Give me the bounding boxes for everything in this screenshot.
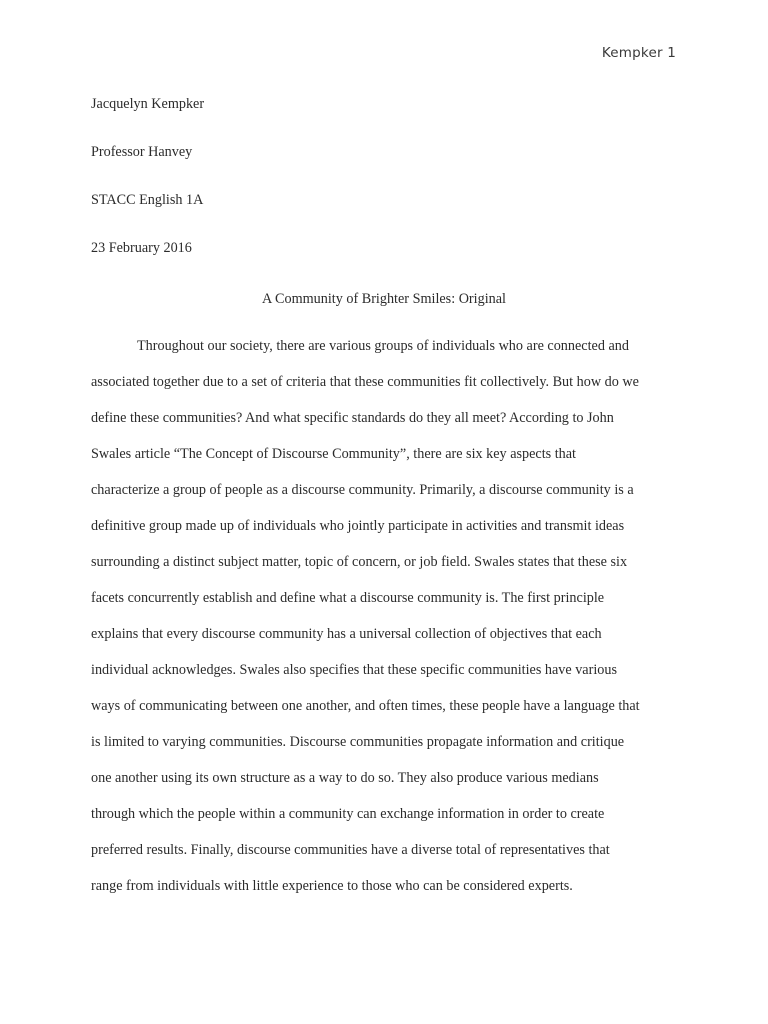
body-line: ways of communicating between one another, and often times, these people have a language that: [91, 698, 640, 714]
body-line: explains that every discourse community has a universal collection of objectives that each: [91, 626, 602, 642]
mla-heading: [91, 92, 681, 284]
body-line: Swales article “The Concept of Discourse Community”, there are six key aspects that: [91, 446, 576, 462]
running-head: Kempker 1: [601, 45, 676, 61]
body-line: preferred results. Finally, discourse communities have a diverse total of representatives that: [91, 842, 610, 858]
body-line: define these communities? And what specific standards do they all meet? According to John: [91, 410, 614, 426]
body-line: range from individuals with little experience to those who can be considered experts.: [91, 878, 573, 894]
body-line: characterize a group of people as a discourse community. Primarily, a discourse community is a: [91, 482, 634, 498]
body-line: through which the people within a community can exchange information in order to create: [91, 806, 605, 822]
body-line: surrounding a distinct subject matter, topic of concern, or job field. Swales states that these six: [91, 554, 628, 570]
body-line: associated together due to a set of criteria that these communities fit collectively. But how do we: [91, 374, 639, 390]
body-line: is limited to varying communities. Discourse communities propagate information and critique: [91, 734, 625, 750]
body-line: facets concurrently establish and define what a discourse community is. The first principle: [91, 590, 605, 606]
body-line: definitive group made up of individuals who jointly participate in activities and transmit ideas: [91, 518, 625, 534]
body-line: individual acknowledges. Swales also specifies that these specific communities have various: [91, 662, 617, 678]
essay-title: A Community of Brighter Smiles: Original: [262, 291, 506, 307]
author-name: Jacquelyn Kempker: [91, 96, 205, 112]
course-name: STACC English 1A: [91, 192, 204, 208]
body-line: one another using its own structure as a way to do so. They also produce various medians: [91, 770, 599, 786]
body-line: Throughout our society, there are various groups of individuals who are connected and: [137, 338, 629, 354]
essay-date: 23 February 2016: [91, 240, 192, 256]
professor-name: Professor Hanvey: [91, 144, 193, 160]
essay-body: [91, 334, 681, 910]
